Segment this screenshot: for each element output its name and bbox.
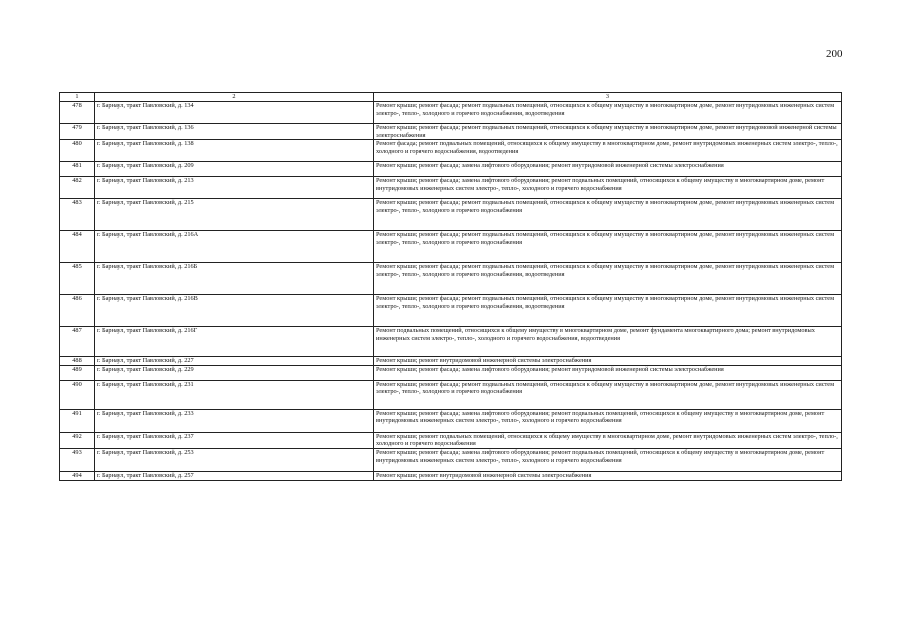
row-works: Ремонт крыши; ремонт фасада; ремонт подвальных помещений, относящихся к общему имуществу в многоквартирном доме, ремонт внутридомовых инженерных систем электро-, тепло-, холодного и горячего водоснабжения: [374, 380, 842, 409]
row-number: 484: [60, 231, 95, 263]
row-number: 494: [60, 471, 95, 480]
table-row: [60, 140, 842, 162]
row-works: Ремонт крыши; ремонт фасада; замена лифтового оборудования; ремонт внутридомовой инженерной системы электроснабжения: [374, 162, 842, 177]
table-row: [60, 357, 842, 366]
row-works: Ремонт крыши; ремонт внутридомовой инженерной системы электроснабжения: [374, 357, 842, 366]
row-address: г. Барнаул, тракт Павловский, д. 227: [95, 357, 374, 366]
column-header-number: 1: [60, 93, 95, 102]
row-number: 492: [60, 432, 95, 448]
table-row: [60, 471, 842, 480]
table-row: [60, 124, 842, 140]
header-row: [60, 93, 842, 102]
row-address: г. Барнаул, тракт Павловский, д. 134: [95, 102, 374, 124]
row-works: Ремонт крыши; ремонт фасада; ремонт подвальных помещений, относящихся к общему имуществу в многоквартирном доме, ремонт внутридомовых инженерных систем электро-, тепло-, холодного и горячего водоснабжения, водоотведения: [374, 102, 842, 124]
row-address: г. Барнаул, тракт Павловский, д. 253: [95, 448, 374, 471]
column-header-address: 2: [95, 93, 374, 102]
row-address: г. Барнаул, тракт Павловский, д. 138: [95, 140, 374, 162]
row-address: г. Барнаул, тракт Павловский, д. 209: [95, 162, 374, 177]
row-address: г. Барнаул, тракт Павловский, д. 237: [95, 432, 374, 448]
row-works: Ремонт крыши; ремонт фасада; ремонт подвальных помещений, относящихся к общему имуществу в многоквартирном доме, ремонт внутридомовых инженерных систем электро-, тепло-, холодного и горячего водоснабжения, водоотведения: [374, 263, 842, 295]
table-row: [60, 263, 842, 295]
row-number: 482: [60, 177, 95, 199]
row-number: 490: [60, 380, 95, 409]
row-number: 493: [60, 448, 95, 471]
row-works: Ремонт крыши; ремонт фасада; ремонт подвальных помещений, относящихся к общему имуществу в многоквартирном доме, ремонт внутридомовых инженерных систем электро-, тепло-, холодного и горячего водоснабжения: [374, 231, 842, 263]
table-row: [60, 102, 842, 124]
row-works: Ремонт крыши; ремонт фасада; ремонт подвальных помещений, относящихся к общему имуществу в многоквартирном доме, ремонт внутридомовых инженерных систем электро-, тепло-, холодного и горячего водоснабжения: [374, 199, 842, 231]
table-row: [60, 231, 842, 263]
row-works: Ремонт фасада; ремонт подвальных помещений, относящихся к общему имуществу в многоквартирном доме, ремонт внутридомовых инженерных систем электро-, тепло-, холодного и горячего водоснабжения, водоотведения: [374, 140, 842, 162]
row-number: 483: [60, 199, 95, 231]
row-number: 479: [60, 124, 95, 140]
table-row: [60, 448, 842, 471]
row-works: Ремонт крыши; ремонт подвальных помещений, относящихся к общему имуществу в многоквартирном доме, ремонт внутридомовых инженерных систем электро-, тепло-, холодного и горячего водоснабжения: [374, 432, 842, 448]
page-number: 200: [826, 48, 843, 60]
row-number: 478: [60, 102, 95, 124]
row-address: г. Барнаул, тракт Павловский, д. 229: [95, 365, 374, 380]
table-row: [60, 295, 842, 327]
row-works: Ремонт крыши; ремонт фасада; замена лифтового оборудования; ремонт подвальных помещений, относящихся к общему имуществу в многоквартирном доме, ремонт внутридомовых инженерных систем электро-, тепло-, холодного и горячего водоснабжения: [374, 177, 842, 199]
row-number: 489: [60, 365, 95, 380]
row-address: г. Барнаул, тракт Павловский, д. 216А: [95, 231, 374, 263]
row-number: 491: [60, 409, 95, 432]
row-works: Ремонт крыши; ремонт фасада; замена лифтового оборудования; ремонт внутридомовой инженерной системы электроснабжения: [374, 365, 842, 380]
table-row: [60, 162, 842, 177]
row-address: г. Барнаул, тракт Павловский, д. 233: [95, 409, 374, 432]
row-works: Ремонт крыши; ремонт внутридомовой инженерной системы электроснабжения: [374, 471, 842, 480]
row-address: г. Барнаул, тракт Павловский, д. 216Г: [95, 327, 374, 357]
row-address: г. Барнаул, тракт Павловский, д. 216В: [95, 295, 374, 327]
row-works: Ремонт крыши; ремонт фасада; ремонт подвальных помещений, относящихся к общему имуществу в многоквартирном доме, ремонт внутридомовой инженерной системы электроснабжения: [374, 124, 842, 140]
row-works: Ремонт крыши; ремонт фасада; ремонт подвальных помещений, относящихся к общему имуществу в многоквартирном доме, ремонт внутридомовых инженерных систем электро-, тепло-, холодного и горячего водоснабжения, водоотведения: [374, 295, 842, 327]
row-number: 480: [60, 140, 95, 162]
table-row: [60, 199, 842, 231]
row-number: 486: [60, 295, 95, 327]
row-address: г. Барнаул, тракт Павловский, д. 257: [95, 471, 374, 480]
row-address: г. Барнаул, тракт Павловский, д. 213: [95, 177, 374, 199]
row-number: 485: [60, 263, 95, 295]
table-row: [60, 177, 842, 199]
row-number: 488: [60, 357, 95, 366]
row-number: 487: [60, 327, 95, 357]
table-row: [60, 327, 842, 357]
row-works: Ремонт подвальных помещений, относящихся к общему имуществу в многоквартирном доме, ремонт фундамента многоквартирного дома; ремонт внутридомовых инженерных систем электро-, тепло-, холодного и горячего водоснабжения, водоотведения: [374, 327, 842, 357]
table-row: [60, 380, 842, 409]
table-row: [60, 365, 842, 380]
row-works: Ремонт крыши; ремонт фасада; замена лифтового оборудования; ремонт подвальных помещений, относящихся к общему имуществу в многоквартирном доме, ремонт внутридомовых инженерных систем электро-, тепло-, холодного и горячего водоснабжения: [374, 448, 842, 471]
row-number: 481: [60, 162, 95, 177]
row-address: г. Барнаул, тракт Павловский, д. 231: [95, 380, 374, 409]
row-address: г. Барнаул, тракт Павловский, д. 216Б: [95, 263, 374, 295]
row-address: г. Барнаул, тракт Павловский, д. 136: [95, 124, 374, 140]
table-row: [60, 432, 842, 448]
repair-table: [59, 92, 842, 481]
table-row: [60, 409, 842, 432]
row-works: Ремонт крыши; ремонт фасада; замена лифтового оборудования; ремонт подвальных помещений, относящихся к общему имуществу в многоквартирном доме, ремонт внутридомовых инженерных систем электро-, тепло-, холодного и горячего водоснабжения: [374, 409, 842, 432]
column-header-works: 3: [374, 93, 842, 102]
row-address: г. Барнаул, тракт Павловский, д. 215: [95, 199, 374, 231]
